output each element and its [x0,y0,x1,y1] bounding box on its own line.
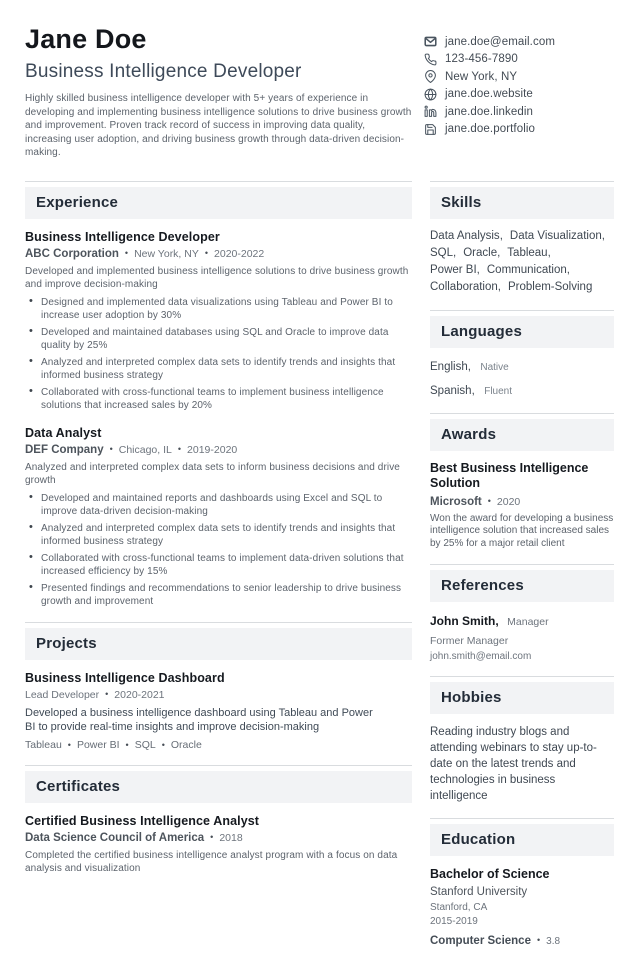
right-column [430,181,614,963]
certificate-issuer: Data Science Council of America [25,832,204,844]
certificate-description: Completed the certified business intelligence analyst program with a focus on data analysis and visualization [25,849,412,875]
section-experience [25,181,412,608]
hobbies-text: Reading industry blogs and attending webinars to stay up-to-date on the latest trends and technologies in business intelligence [430,724,614,804]
left-column [25,181,412,963]
tech-item: Tableau • [25,739,77,751]
section-heading-awards: Awards [430,419,614,451]
contact-portfolio-text: jane.doe.portfolio [445,123,535,135]
contact-portfolio[interactable] [424,123,614,136]
job-title: Business Intelligence Developer [25,230,412,244]
award-entry [430,461,614,551]
language-item [430,381,614,399]
reference-name: John Smith , [430,614,499,628]
job-dates: 2020-2022 [214,248,264,260]
phone-icon [424,53,437,66]
person-name: Jane Doe [25,24,413,55]
job-bullet: • Collaborated with cross-functional teams to implement data-driven solutions that increased efficiency by 15% [25,552,412,578]
section-awards [430,413,614,551]
certificate-date: 2018 [219,832,242,844]
reference-email[interactable]: john.smith@email.com [430,651,614,662]
education-gpa: 3.8 [546,936,560,947]
contact-email-text: jane.doe@email.com [445,36,555,48]
certificate-title: Certified Business Intelligence Analyst [25,814,412,828]
job-bullet: • Developed and maintained reports and dashboards using Excel and SQL to improve data-driven decision-making [25,492,412,518]
resume-header [25,24,614,160]
dot-separator: • [110,444,113,454]
section-references [430,564,614,662]
dot-separator: • [488,496,491,506]
dot-separator: • [105,689,108,699]
skill-item: Data Visualization , [510,228,605,245]
education-entry [430,867,614,949]
certificate-entry [25,814,412,875]
language-level: Fluent [484,386,512,397]
company-name: ABC Corporation [25,248,119,260]
location-icon [424,70,437,83]
award-description: Won the award for developing a business intelligence solution that increased sales by 25% for a major retail client [430,513,614,551]
tech-item: SQL • [135,739,171,751]
experience-entry [25,230,412,412]
education-dates: 2015-2019 [430,916,614,927]
company-name: DEF Company [25,444,104,456]
language-level: Native [480,362,508,373]
contact-location-text: New York, NY [445,71,517,83]
section-heading-projects: Projects [25,628,412,660]
project-description: Developed a business intelligence dashboard using Tableau and Power BI to provide real-time insights and improve decision-making [25,706,381,735]
tech-item: Power BI • [77,739,135,751]
award-date: 2020 [497,496,520,508]
resume-body [25,181,614,963]
education-location: Stanford, CA [430,902,614,913]
project-role: Lead Developer [25,689,99,701]
contact-phone [424,53,614,66]
dot-separator: • [210,832,213,842]
contact-list [424,35,614,140]
section-heading-skills: Skills [430,187,614,219]
skill-item: SQL , [430,245,456,262]
section-education [430,818,614,949]
job-bullets [25,492,412,608]
skill-item: Tableau , [507,245,551,262]
job-bullet: • Designed and implemented data visualizations using Tableau and Power BI to increase user adoption by 30% [25,296,412,322]
skill-item: Oracle , [463,245,500,262]
dot-separator: • [205,248,208,258]
skill-item: Collaboration , [430,279,501,296]
language-name: English , [430,361,471,373]
education-school: Stanford University [430,886,614,898]
languages-list [430,357,614,399]
project-title: Business Intelligence Dashboard [25,671,412,685]
person-job-title: Business Intelligence Developer [25,61,413,83]
reference-header [430,612,614,630]
section-heading-certificates: Certificates [25,771,412,803]
section-projects [25,622,412,751]
header-identity [25,24,413,160]
job-summary: Developed and implemented business intelligence solutions to drive business growth and improve decision-making [25,265,412,291]
job-bullet: • Collaborated with cross-functional teams to implement business intelligence solutions that increased sales by 20% [25,386,412,412]
project-meta [25,689,412,701]
section-skills [430,181,614,296]
project-tech-list [25,739,412,751]
skill-item: Data Analysis , [430,228,503,245]
dot-separator: • [178,444,181,454]
dot-separator: • [125,248,128,258]
section-heading-references: References [430,570,614,602]
job-bullet: • Presented findings and recommendations to senior leadership to drive business growth and improvement [25,582,412,608]
section-heading-hobbies: Hobbies [430,682,614,714]
contact-phone-text: 123-456-7890 [445,53,518,65]
section-heading-education: Education [430,824,614,856]
reference-entry [430,612,614,662]
section-heading-experience: Experience [25,187,412,219]
job-title: Data Analyst [25,426,412,440]
reference-title: Manager [507,616,548,628]
job-bullet: • Developed and maintained databases using SQL and Oracle to improve data quality by 25% [25,326,412,352]
contact-website-text: jane.doe.website [445,88,533,100]
project-entry [25,671,412,751]
certificate-meta [25,832,412,844]
language-item [430,357,614,375]
contact-email[interactable] [424,35,614,48]
tech-item: Oracle [171,739,202,751]
job-meta [25,248,412,260]
job-bullet: • Analyzed and interpreted complex data sets to identify trends and insights that informed business strategy [25,356,412,382]
profile-summary: Highly skilled business intelligence developer with 5+ years of experience in developing and implementing business intelligence solutions to drive business growth and improvement. Proven track record of success in improving data quality, increasing user adoption, and driving business growth through data-driven decision-making. [25,92,413,160]
contact-location [424,70,614,83]
section-hobbies [430,676,614,804]
skill-item: Problem-Solving [508,279,592,296]
award-issuer: Microsoft [430,496,482,508]
education-degree: Bachelor of Science [430,867,614,881]
email-icon [424,35,437,48]
skill-item: Communication , [487,262,570,279]
job-meta [25,444,412,456]
job-dates: 2019-2020 [187,444,237,456]
skills-list [430,228,614,296]
contact-website[interactable] [424,88,614,101]
contact-linkedin[interactable] [424,105,614,118]
section-heading-languages: Languages [430,316,614,348]
project-dates: 2020-2021 [114,689,164,701]
job-location: New York, NY [134,248,199,260]
education-major-row [430,931,614,949]
job-summary: Analyzed and interpreted complex data sets to inform business decisions and drive growth [25,461,412,487]
dot-separator: • [537,935,540,945]
job-location: Chicago, IL [119,444,172,456]
linkedin-icon [424,105,437,118]
education-major: Computer Science [430,935,531,947]
contact-linkedin-text: jane.doe.linkedin [445,106,533,118]
skill-item: Power BI , [430,262,480,279]
experience-entry [25,426,412,608]
award-title: Best Business Intelligence Solution [430,461,614,492]
language-name: Spanish , [430,385,475,397]
section-certificates [25,765,412,875]
reference-relation: Former Manager [430,635,614,647]
award-meta [430,496,614,508]
portfolio-icon [424,123,437,136]
section-languages [430,310,614,399]
job-bullet: • Analyzed and interpreted complex data sets to identify trends and insights that informed business strategy [25,522,412,548]
globe-icon [424,88,437,101]
job-bullets [25,296,412,412]
